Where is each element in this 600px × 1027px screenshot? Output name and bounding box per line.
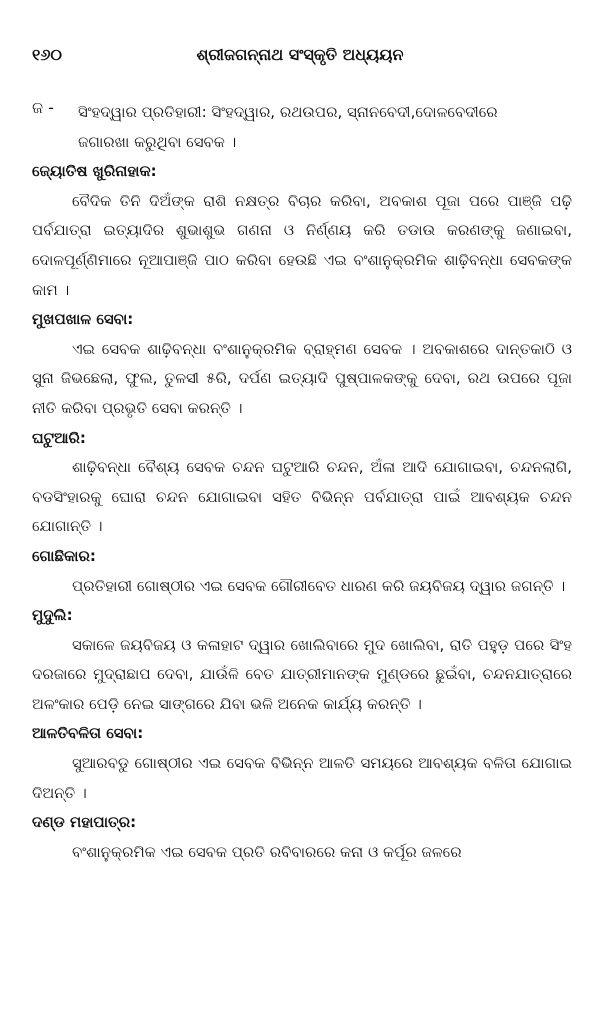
section-heading: ମୁଖପଖାଳ ସେବା:	[32, 310, 134, 329]
section-paragraph: ଶାଢ଼ିବନ୍ଧା ବୈଶ୍ୟ ସେବକ ଚନ୍ଦନ ଘଟୁଆରି ଚନ୍ଦନ, ଅଁଳା ଆଦି ଯୋଗାଇବା, ଚନ୍ଦନଲାଗି, ବଡସିଂହାରକୁ ଘୋରା ଚନ୍ଦନ ଯୋଗାଇବା ସହିତ ବିଭିନ୍ନ ପର୍ବଯାତ୍ରା ପାଇଁ ଆବଶ୍ୟକ ଚନ୍ଦନ ଯୋଗାନ୍ତି ।	[32, 458, 572, 536]
section-paragraph: ପ୍ରତିହାରୀ ଗୋଷ୍ଠୀର ଏଇ ସେବକ ଗୌରୀବେତ ଧାରଣ କରି ଜୟବିଜୟ ଦ୍ୱାର ଜଗନ୍ତି ।	[72, 576, 566, 595]
page-body	[32, 98, 572, 867]
section-paragraph: ସୁଆରବଡୁ ଗୋଷ୍ଠୀର ଏଇ ସେବକ ବିଭିନ୍ନ ଆଳତି ସମୟରେ ଆବଶ୍ୟକ ବଳିତା ଯୋଗାଇ ଦିଅନ୍ତି ।	[32, 754, 572, 802]
entry-line: ସିଂହଦ୍ୱାର ପ୍ରତିହାରୀ: ସିଂହଦ୍ୱାର, ରଥଉପର, ସ୍ନାନବେଦୀ,ଦୋଳବେଦୀରେ	[78, 103, 498, 121]
section-paragraph: ଏଇ ସେବକ ଶାଢ଼ିବନ୍ଧା ବଂଶାନୁକ୍ରମିକ ବ୍ରାହ୍ମଣ ସେବକ । ଅବକାଶରେ ଦାନ୍ତକାଠି ଓ ସୁନା ଜିଭଛେଲା, ଫୁଲ, ତୁଳସୀ ୫ରି, ଦର୍ପଣ ଇତ୍ୟାଦି ପୁଷ୍ପାଳକଙ୍କୁ ଦେବା, ରଥ ଉପରେ ପୂଜା ନୀତି କରିବା ପ୍ରଭୃତି ସେବା କରନ୍ତି ।	[32, 339, 572, 417]
page-header	[32, 40, 568, 70]
entry-text	[78, 98, 572, 157]
entry-letter-mark: ଜ -	[32, 98, 54, 117]
running-title: ଶ୍ରୀଜଗନ୍ନାଥ ସଂସ୍କୃତି ଅଧ୍ୟୟନ	[196, 45, 404, 64]
section-heading: ଘଟୁଆରି:	[32, 428, 86, 447]
page-number: ୧୬୦	[32, 45, 62, 64]
section-paragraph: ବଂଶାନୁକ୍ରମିକ ଏଇ ସେବକ ପ୍ରତି ରବିବାରରେ କନା ଓ କର୍ପୂର ଜଳରେ	[72, 842, 462, 861]
entry-line: ଜଗାରଖା କରୁଥିବା ସେବକ ।	[78, 132, 237, 151]
section-heading: ମୁଦୁଲି:	[32, 606, 73, 625]
section-paragraph: ବୈଦିକ ତିନି ଦିଅଁଙ୍କ ରାଶି ନକ୍ଷତ୍ର ବିଚାର କରିବା, ଅବକାଶ ପୂଜା ପରେ ପାଞ୍ଜି ପଢ଼ି ପର୍ବଯାତ୍ରା ଇତ୍ୟାଦିର ଶୁଭାଶୁଭ ଗଣନା ଓ ନିର୍ଣ୍ଣୟ କରି ତଡାଉ କରଣଙ୍କୁ ଜଣାଇବା, ଦୋଳପୂର୍ଣ୍ଣିମାରେ ନୂଆପାଞ୍ଜି ପାଠ କରିବା ହେଉଛି ଏଇ ବଂଶାନୁକ୍ରମିକ ଶାଢ଼ିବନ୍ଧା ସେବକଙ୍କ କାମ ।	[32, 191, 572, 299]
section-heading: ଗୋଛିକାର:	[32, 546, 96, 565]
section-heading: ଆଳତିବଳିତା ସେବା:	[32, 724, 144, 743]
section-heading: ଦଣ୍ଡ ମହାପାତ୍ର:	[32, 813, 137, 832]
entry-simhadwara-pratihari	[32, 98, 572, 157]
section-paragraph: ସକାଳେ ଜୟବିଜୟ ଓ କଳାହାଟ ଦ୍ୱାର ଖୋଲିବାରେ ମୁଦ ଖୋଲିବା, ରାତି ପହୁଡ଼ ପରେ ସିଂହ ଦରଜାରେ ମୁଦ୍ରାଛାପ ଦେବା, ଯାଉଁଳି ବେତ ଯାତ୍ରୀମାନଙ୍କ ମୁଣ୍ଡରେ ଛୁଇଁବା, ଚନ୍ଦନଯାତ୍ରାରେ ଅଳଂକାର ପେଡ଼ି ନେଇ ସାଙ୍ଗରେ ଯିବା ଭଳି ଅନେକ କାର୍ଯ୍ୟ କରନ୍ତି ।	[32, 635, 572, 713]
section-heading: ଜ୍ୟୋତିଷ ଖୁରିନାହାକ:	[32, 162, 157, 181]
